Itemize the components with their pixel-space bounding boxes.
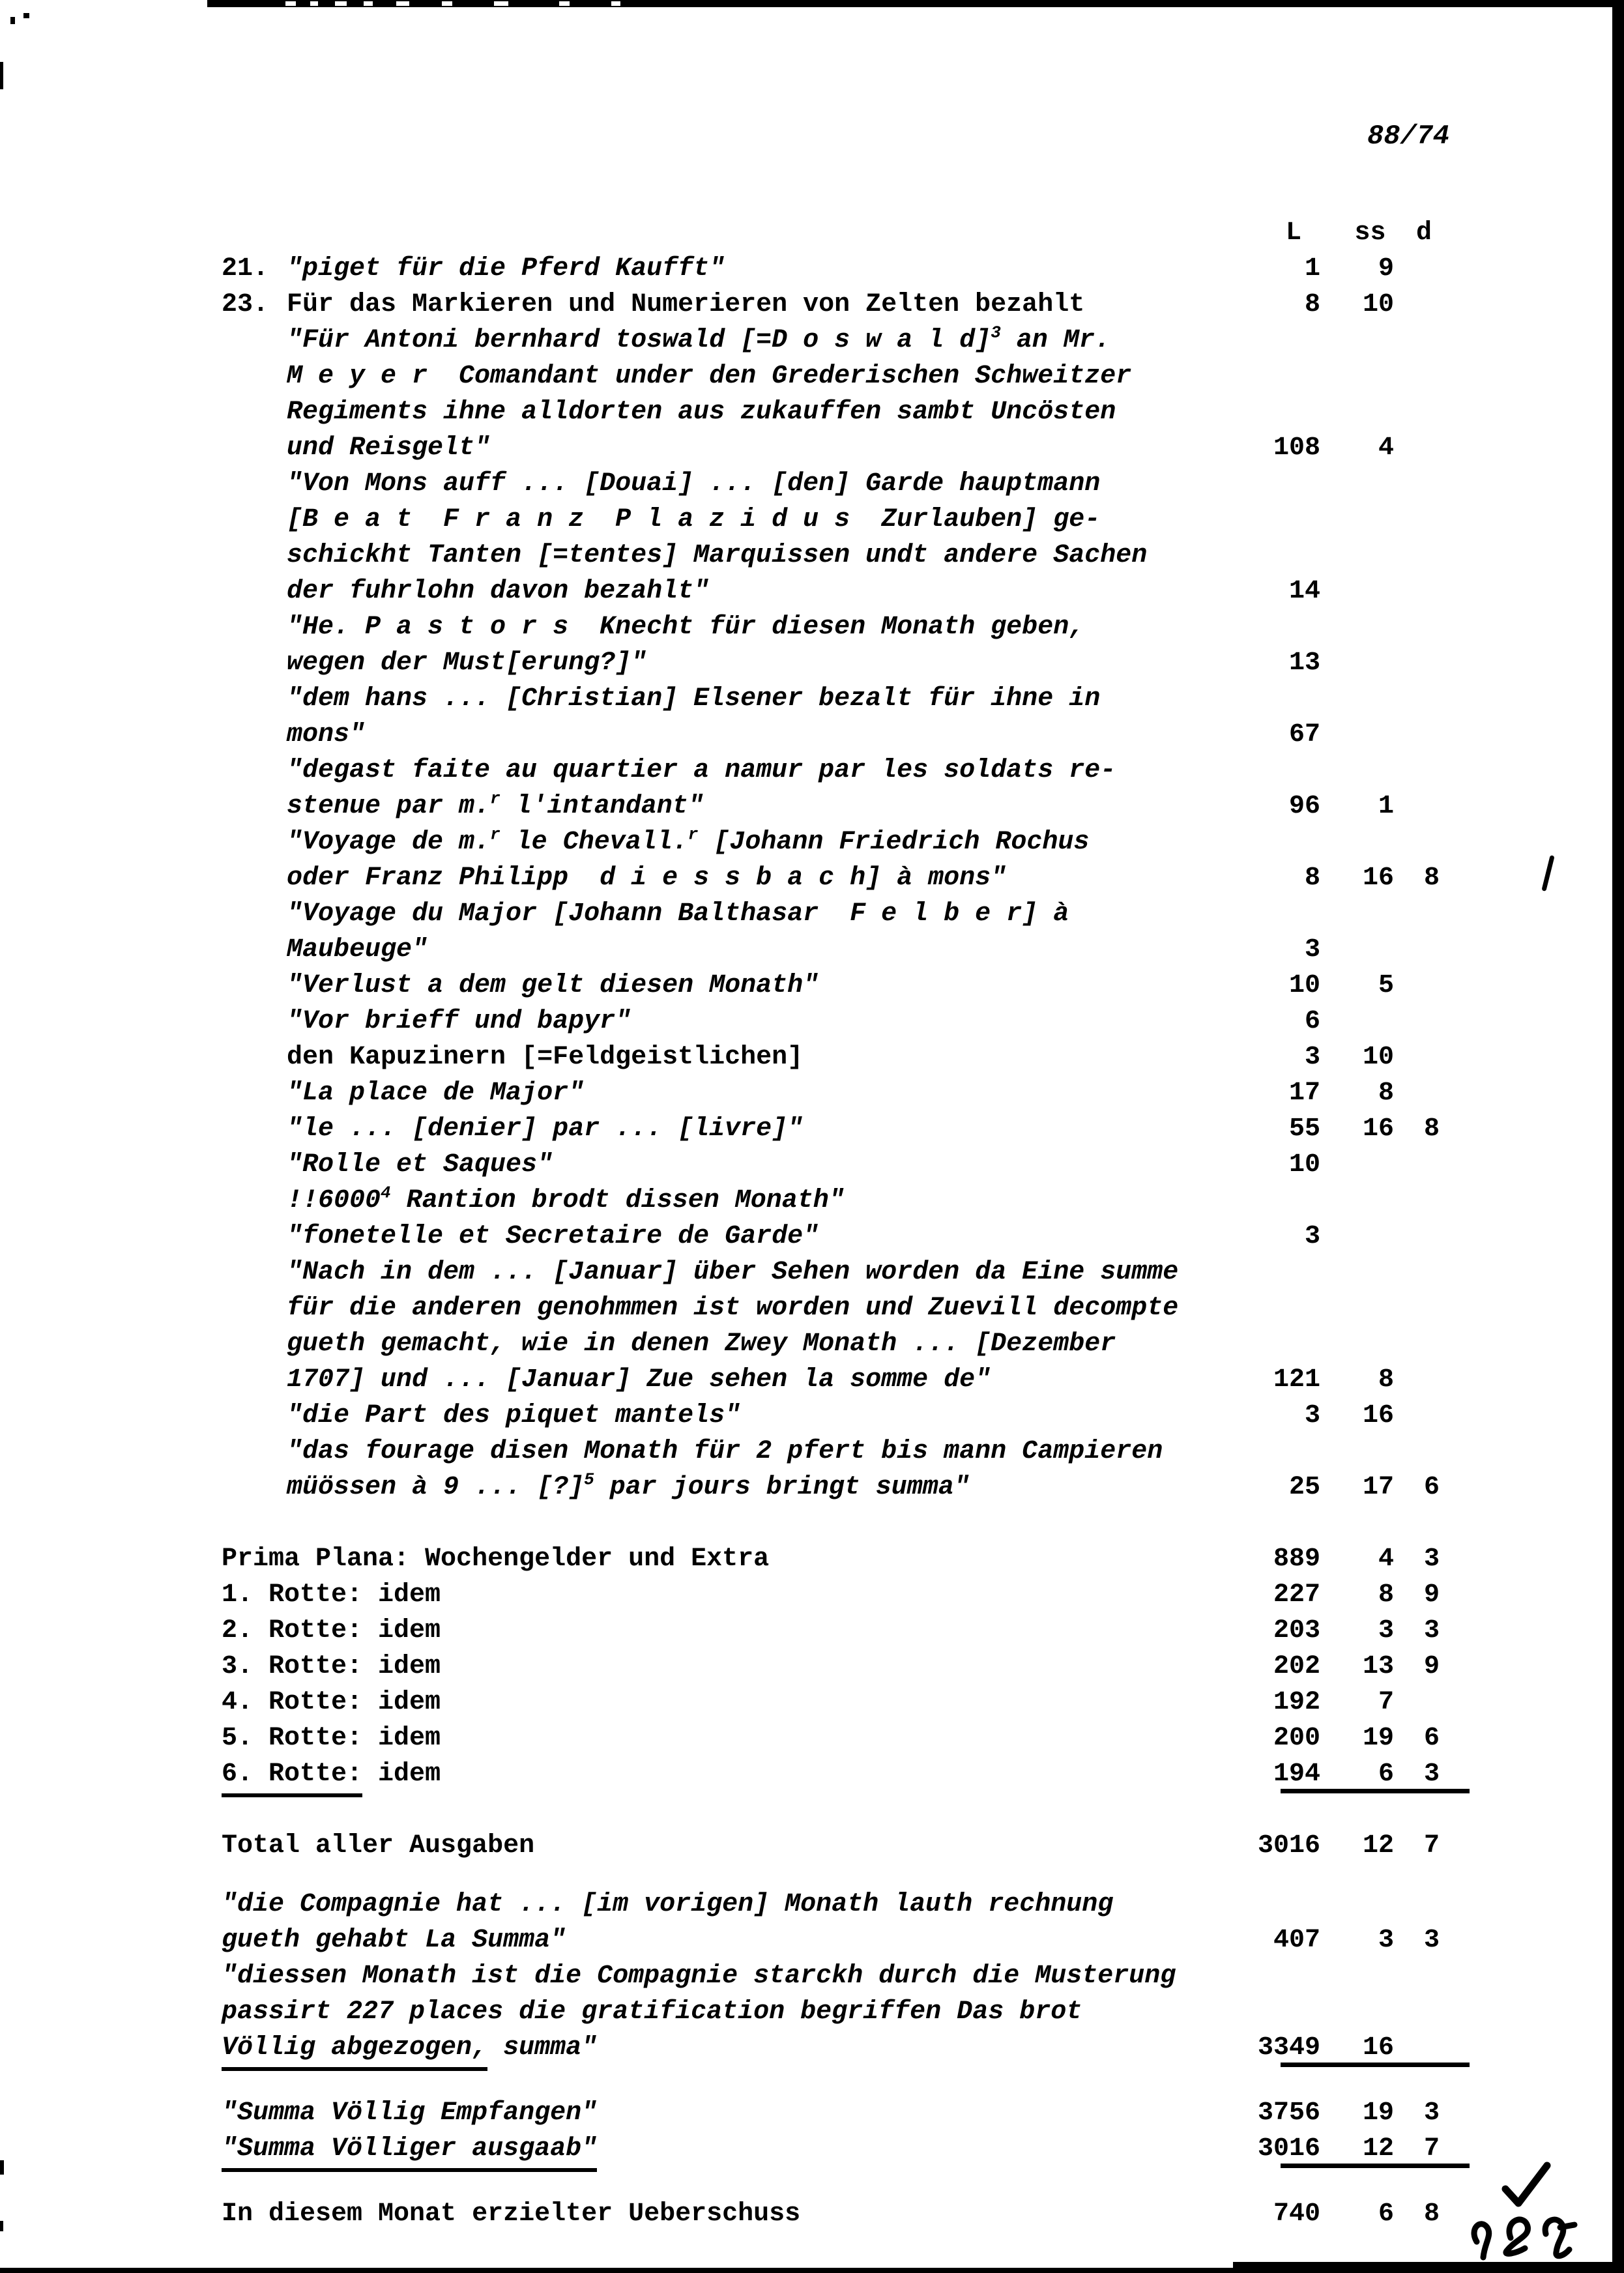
amount-denier [1400, 1326, 1443, 1362]
ledger-table [222, 215, 1443, 2232]
scan-border-nick [335, 1, 347, 6]
amount-denier: 6 [1423, 1724, 1440, 1753]
ledger-row [222, 1828, 1443, 1864]
amount-livres: 10 [1288, 1150, 1320, 1180]
amount-schilling: 16 [1362, 2033, 1394, 2063]
entry-text: schickht Tanten [=tentes] Marquissen undt andere Sachen [287, 541, 1148, 570]
amount-schilling: 12 [1362, 2134, 1394, 2164]
amount-schilling: 16 [1362, 863, 1394, 893]
amount-livres: 10 [1288, 971, 1320, 1000]
amount-denier [1400, 287, 1443, 323]
amount-livres [1236, 824, 1326, 860]
amount-schilling: 10 [1362, 1043, 1394, 1072]
ledger-row [222, 1720, 1443, 1756]
amount-denier [1400, 1398, 1443, 1434]
ledger-row [222, 2030, 1443, 2066]
ledger-row [222, 1290, 1443, 1326]
amount-denier [1400, 1685, 1443, 1720]
amount-denier: 8 [1423, 1114, 1440, 1144]
amount-denier [1400, 824, 1443, 860]
amount-livres: 200 [1273, 1724, 1320, 1753]
amount-schilling [1326, 1994, 1400, 2030]
ledger-row [222, 681, 1443, 717]
amount-schilling [1326, 609, 1400, 645]
amount-denier [1400, 717, 1443, 753]
amount-schilling [1326, 1219, 1400, 1254]
amount-denier [1400, 538, 1443, 573]
sum-rule [1281, 2063, 1470, 2067]
amount-livres [1236, 753, 1326, 789]
amount-livres [1236, 358, 1326, 394]
amount-schilling: 6 [1378, 1759, 1394, 1789]
amount-livres: 8 [1304, 863, 1320, 893]
amount-denier: 3 [1423, 1759, 1440, 1789]
entry-text: 4. Rotte: idem [222, 1688, 441, 1717]
entry-text: "fonetelle et Secretaire de Garde" [287, 1222, 819, 1251]
amount-denier [1400, 502, 1443, 538]
ledger-row [222, 1219, 1443, 1254]
amount-schilling: 13 [1362, 1652, 1394, 1681]
amount-livres: 17 [1288, 1079, 1320, 1108]
entry-text: gueth gemacht, wie in denen Zwey Monath ... [Dezember [287, 1329, 1116, 1359]
amount-schilling [1326, 538, 1400, 573]
ledger-row [222, 932, 1443, 968]
ledger-row [222, 502, 1443, 538]
ledger-row [222, 1756, 1443, 1792]
ledger-row [222, 609, 1443, 645]
amount-schilling [1326, 502, 1400, 538]
amount-denier [1400, 466, 1443, 502]
column-header-d: d [1415, 218, 1432, 248]
amount-denier: 7 [1423, 1831, 1440, 1860]
entry-text: "Summa Völlig Empfangen" [222, 2098, 598, 2128]
entry-number: 21. [222, 254, 269, 283]
ledger-row [222, 1577, 1443, 1613]
amount-denier [1400, 323, 1443, 358]
amount-denier [1400, 1039, 1443, 1075]
entry-text: "dem hans ... [Christian] Elsener bezalt für ihne in [287, 684, 1101, 714]
entry-text: "Voyage de m.$^r$ le Chevall.$^r$ [Johann Friedrich Rochus [287, 824, 1090, 857]
ledger-row [222, 573, 1443, 609]
amount-denier [1400, 1434, 1443, 1469]
entry-text: Total aller Ausgaben [222, 1831, 535, 1860]
entry-text: "die Compagnie hat ... [im vorigen] Monath lauth rechnung [222, 1890, 1114, 1919]
ledger-row [222, 287, 1443, 323]
amount-livres [1236, 609, 1326, 645]
amount-denier [1400, 358, 1443, 394]
amount-schilling: 4 [1378, 433, 1394, 463]
ledger-row [222, 896, 1443, 932]
amount-denier [1400, 2030, 1443, 2066]
ledger-row [222, 1004, 1443, 1039]
ledger-row [222, 394, 1443, 430]
scan-border-nick [285, 1, 296, 6]
amount-schilling [1326, 394, 1400, 430]
scan-border-nick [442, 1, 452, 6]
amount-schilling [1326, 1434, 1400, 1469]
ledger-row [222, 645, 1443, 681]
ledger-row [222, 1326, 1443, 1362]
entry-text: 1707] und ... [Januar] Zue sehen la somme de" [287, 1365, 991, 1395]
amount-denier [1400, 1887, 1443, 1922]
entry-text: [B e a t F r a n z P l a z i d u s Zurlauben] ge- [287, 505, 1101, 534]
scan-border-nick [494, 1, 508, 6]
entry-text: "le ... [denier] par ... [livre]" [287, 1114, 804, 1144]
entry-text: für die anderen genohmmen ist worden und Zuevill decompte [287, 1294, 1179, 1323]
entry-text: Maubeuge" [287, 935, 428, 964]
entry-text: der fuhrlohn davon bezahlt" [287, 577, 710, 606]
amount-livres: 3 [1304, 1222, 1320, 1251]
ledger-row [222, 2095, 1443, 2131]
scan-border-right [1612, 0, 1624, 2273]
entry-text: 5. Rotte: idem [222, 1724, 441, 1753]
entry-text: !!6000$^4$ Rantion brodt dissen Monath" [287, 1183, 845, 1215]
ledger-row [222, 1685, 1443, 1720]
entry-text: "Für Antoni bernhard toswald [=D o s w a l d]$^3$ an Mr. [287, 323, 1110, 355]
amount-denier: 3 [1423, 2098, 1440, 2128]
amount-denier [1400, 645, 1443, 681]
amount-schilling: 10 [1362, 290, 1394, 319]
amount-denier: 3 [1423, 1616, 1440, 1645]
entry-text: M e y e r Comandant under den Grederischen Schweitzer [287, 362, 1132, 391]
entry-text: mons" [287, 720, 366, 749]
entry-text: stenue par m.$^r$ l'intandant" [287, 789, 704, 821]
amount-livres: 740 [1273, 2199, 1320, 2229]
entry-text: "He. P a s t o r s Knecht für diesen Monath geben, [287, 613, 1085, 642]
amount-schilling [1326, 645, 1400, 681]
entry-text: In diesem Monat erzielter Ueberschuss [222, 2199, 801, 2229]
entry-text: 3. Rotte: idem [222, 1652, 441, 1681]
amount-denier: 8 [1423, 2199, 1440, 2229]
entry-text: "Vor brieff und bapyr" [287, 1007, 631, 1036]
column-header-spacer [222, 215, 1251, 251]
ledger-row [222, 1075, 1443, 1111]
amount-livres: 3349 [1257, 2033, 1320, 2063]
scan-border-top [207, 0, 1624, 7]
entry-text: "Rolle et Saques" [287, 1150, 553, 1180]
scan-speck [0, 2221, 3, 2231]
page-number: 88/74 [1367, 121, 1450, 152]
entry-text: oder Franz Philipp d i e s s b a c h] à mons" [287, 863, 1007, 893]
ledger-row [222, 968, 1443, 1004]
entry-text: "Summa Völliger ausgaab" [222, 2131, 1236, 2167]
ledger-row [222, 1649, 1443, 1685]
ledger-row [222, 358, 1443, 394]
amount-schilling: 8 [1378, 1079, 1394, 1108]
amount-livres: 108 [1273, 433, 1320, 463]
amount-livres [1236, 502, 1326, 538]
ledger-row [222, 251, 1443, 287]
amount-denier [1400, 789, 1443, 824]
amount-schilling: 5 [1378, 971, 1394, 1000]
entry-text: Völlig abgezogen, summa" [222, 2030, 1236, 2066]
amount-denier: 7 [1423, 2134, 1440, 2164]
amount-denier [1400, 1290, 1443, 1326]
ledger-row [222, 430, 1443, 466]
amount-livres [1236, 1183, 1326, 1219]
ledger-row [222, 1434, 1443, 1469]
ledger-row [222, 1111, 1443, 1147]
amount-livres: 202 [1273, 1652, 1320, 1681]
amount-denier [1400, 1958, 1443, 1994]
ledger-row [222, 1147, 1443, 1183]
amount-denier [1400, 609, 1443, 645]
amount-livres [1236, 1326, 1326, 1362]
column-headers [222, 215, 1443, 251]
entry-text: "piget für die Pferd Kaufft" [287, 254, 725, 283]
entry-text: den Kapuzinern [=Feldgeistlichen] [287, 1043, 804, 1072]
scan-speck [0, 2160, 4, 2175]
amount-schilling: 8 [1378, 1365, 1394, 1395]
amount-livres: 96 [1288, 792, 1320, 821]
amount-schilling: 3 [1378, 1926, 1394, 1955]
ledger-row [222, 1958, 1443, 1994]
sum-rule [1281, 1789, 1470, 1793]
entry-text: gueth gehabt La Summa" [222, 1926, 566, 1955]
amount-livres: 889 [1273, 1544, 1320, 1574]
amount-schilling: 17 [1362, 1473, 1394, 1502]
entry-text: Für das Markieren und Numerieren von Zelten bezahlt [287, 290, 1085, 319]
ledger-row [222, 1254, 1443, 1290]
amount-livres: 3016 [1257, 1831, 1320, 1860]
amount-denier: 9 [1423, 1580, 1440, 1610]
entry-text: müössen à 9 ... [?]$^5$ par jours bringt summa" [287, 1469, 970, 1502]
amount-schilling: 4 [1378, 1544, 1394, 1574]
entry-text: Regiments ihne alldorten aus zukauffen sambt Uncösten [287, 398, 1116, 427]
amount-livres: 407 [1273, 1926, 1320, 1955]
amount-denier [1400, 251, 1443, 287]
amount-schilling [1326, 753, 1400, 789]
amount-livres: 121 [1273, 1365, 1320, 1395]
entry-text: "degast faite au quartier a namur par les soldats re- [287, 756, 1116, 785]
amount-livres: 13 [1288, 648, 1320, 678]
amount-schilling: 19 [1362, 2098, 1394, 2128]
amount-schilling: 8 [1378, 1580, 1394, 1610]
scan-border-nick [396, 1, 409, 6]
amount-livres: 1 [1304, 254, 1320, 283]
amount-schilling: 3 [1378, 1616, 1394, 1645]
amount-livres [1236, 1994, 1326, 2030]
amount-livres: 67 [1288, 720, 1320, 749]
amount-schilling [1326, 573, 1400, 609]
amount-livres [1236, 1434, 1326, 1469]
ledger-row [222, 1994, 1443, 2030]
amount-denier [1400, 896, 1443, 932]
amount-denier [1400, 1004, 1443, 1039]
amount-schilling [1326, 681, 1400, 717]
entry-text: wegen der Must[erung?]" [287, 648, 647, 678]
amount-denier [1400, 1254, 1443, 1290]
ledger-row [222, 753, 1443, 789]
entry-text: und Reisgelt" [287, 433, 491, 463]
handwritten-slash-mark [1541, 855, 1554, 891]
amount-schilling [1326, 896, 1400, 932]
amount-schilling [1326, 466, 1400, 502]
amount-livres [1236, 1887, 1326, 1922]
ledger-row [222, 789, 1443, 824]
entry-text: "die Part des piquet mantels" [287, 1401, 741, 1430]
handwritten-scribble [1465, 2201, 1582, 2270]
ledger-row [222, 1541, 1443, 1577]
ledger-row [222, 717, 1443, 753]
entry-number: 23. [222, 290, 269, 319]
scan-speck [10, 17, 15, 24]
ledger-row [222, 860, 1443, 896]
amount-denier: 3 [1423, 1544, 1440, 1574]
amount-livres [1236, 1958, 1326, 1994]
entry-text: Prima Plana: Wochengelder und Extra [222, 1544, 770, 1574]
amount-schilling: 9 [1378, 254, 1394, 283]
amount-denier: 9 [1423, 1652, 1440, 1681]
amount-livres: 203 [1273, 1616, 1320, 1645]
amount-schilling [1326, 1326, 1400, 1362]
amount-livres: 8 [1304, 290, 1320, 319]
amount-schilling: 16 [1362, 1114, 1394, 1144]
amount-schilling [1326, 717, 1400, 753]
amount-denier [1400, 430, 1443, 466]
entry-text: "Voyage du Major [Johann Balthasar F e l b e r] à [287, 899, 1069, 929]
amount-denier [1400, 681, 1443, 717]
ledger-row [222, 1362, 1443, 1398]
ledger-row [222, 1887, 1443, 1922]
amount-schilling [1326, 1254, 1400, 1290]
entry-text: "diessen Monath ist die Compagnie starckh durch die Musterung [222, 1962, 1176, 1991]
amount-schilling [1326, 932, 1400, 968]
amount-denier [1400, 1075, 1443, 1111]
amount-schilling: 19 [1362, 1724, 1394, 1753]
amount-livres [1236, 394, 1326, 430]
ledger-row [222, 1469, 1443, 1505]
scan-border-nick [559, 1, 570, 6]
amount-livres [1236, 681, 1326, 717]
amount-denier [1400, 1183, 1443, 1219]
amount-livres: 3016 [1257, 2134, 1320, 2164]
amount-livres: 6 [1304, 1007, 1320, 1036]
amount-denier: 8 [1423, 863, 1440, 893]
amount-denier [1400, 1994, 1443, 2030]
ledger-row [222, 1183, 1443, 1219]
entry-text: "Nach in dem ... [Januar] über Sehen worden da Eine summe [287, 1258, 1179, 1287]
amount-denier [1400, 1362, 1443, 1398]
amount-denier [1400, 394, 1443, 430]
amount-livres: 3 [1304, 1043, 1320, 1072]
amount-denier [1400, 573, 1443, 609]
amount-schilling [1326, 1958, 1400, 1994]
scan-speck [0, 62, 3, 89]
amount-schilling [1326, 824, 1400, 860]
amount-livres: 227 [1273, 1580, 1320, 1610]
entry-text: 2. Rotte: idem [222, 1616, 441, 1645]
amount-livres [1236, 466, 1326, 502]
scan-speck [23, 13, 29, 18]
amount-denier [1400, 932, 1443, 968]
amount-livres [1236, 1290, 1326, 1326]
amount-schilling [1326, 1183, 1400, 1219]
ledger-row [222, 2131, 1443, 2167]
ledger-row [222, 538, 1443, 573]
ledger-row [222, 1922, 1443, 1958]
ledger-row [222, 1039, 1443, 1075]
column-header-l: L [1285, 218, 1301, 248]
amount-livres [1236, 538, 1326, 573]
entry-text: "Verlust a dem gelt diesen Monath" [287, 971, 819, 1000]
amount-schilling [1326, 358, 1400, 394]
entry-text: "Von Mons auff ... [Douai] ... [den] Garde hauptmann [287, 469, 1101, 499]
amount-livres: 192 [1273, 1688, 1320, 1717]
ledger-row [222, 466, 1443, 502]
amount-livres [1236, 323, 1326, 358]
amount-livres [1236, 1254, 1326, 1290]
amount-denier [1400, 1147, 1443, 1183]
amount-denier: 6 [1423, 1473, 1440, 1502]
entry-text: passirt 227 places die gratification begriffen Das brot [222, 1997, 1082, 2027]
ledger-row [222, 1398, 1443, 1434]
amount-schilling: 7 [1378, 1688, 1394, 1717]
entry-text: "das fourage disen Monath für 2 pfert bis mann Campieren [287, 1437, 1163, 1466]
amount-livres: 3 [1304, 935, 1320, 964]
amount-livres: 25 [1288, 1473, 1320, 1502]
amount-livres: 3756 [1257, 2098, 1320, 2128]
amount-livres [1236, 896, 1326, 932]
scan-border-nick [611, 1, 620, 6]
amount-denier [1400, 968, 1443, 1004]
amount-schilling [1326, 323, 1400, 358]
amount-denier [1400, 1219, 1443, 1254]
amount-schilling: 6 [1378, 2199, 1394, 2229]
column-header-ss: ss [1354, 218, 1386, 248]
amount-denier [1400, 753, 1443, 789]
amount-schilling [1326, 1004, 1400, 1039]
amount-livres: 194 [1273, 1759, 1320, 1789]
ledger-row [222, 1613, 1443, 1649]
amount-livres: 55 [1288, 1114, 1320, 1144]
amount-denier: 3 [1423, 1926, 1440, 1955]
ledger-row [222, 323, 1443, 358]
sum-rule [1281, 2164, 1470, 2168]
scan-border-nick [310, 1, 318, 6]
amount-schilling [1326, 1147, 1400, 1183]
amount-schilling [1326, 1887, 1400, 1922]
amount-livres: 14 [1288, 577, 1320, 606]
ledger-row [222, 824, 1443, 860]
entry-text: 6. Rotte: idem [222, 1756, 1236, 1792]
amount-schilling [1326, 1290, 1400, 1326]
ledger-row [222, 2196, 1443, 2232]
amount-schilling: 12 [1362, 1831, 1394, 1860]
amount-schilling: 1 [1378, 792, 1394, 821]
amount-livres: 3 [1304, 1401, 1320, 1430]
entry-text: 1. Rotte: idem [222, 1580, 441, 1610]
amount-schilling: 16 [1362, 1401, 1394, 1430]
scan-border-nick [364, 1, 373, 6]
entry-text: "La place de Major" [287, 1079, 585, 1108]
